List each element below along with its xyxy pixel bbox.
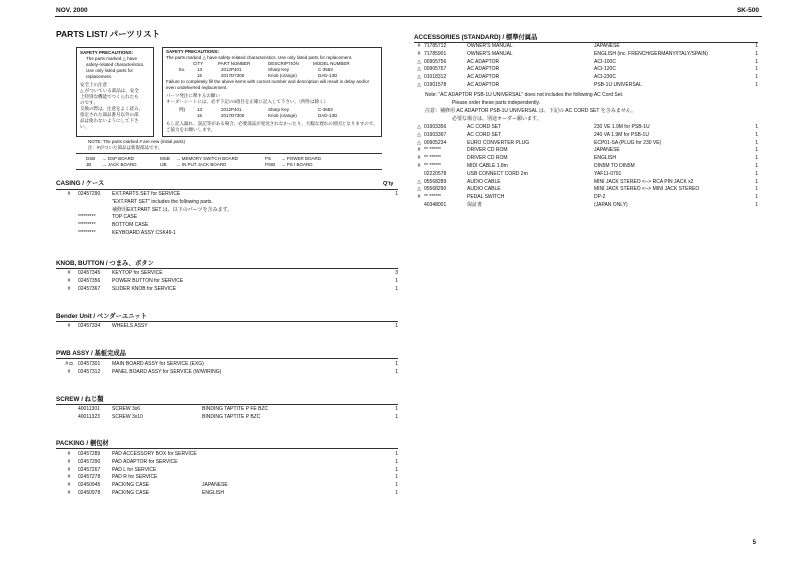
part-remark: 240 VA 1.9M for PSB-1U xyxy=(594,131,649,138)
part-mark: △ xyxy=(417,82,421,88)
pwb-title: PWB ASSY / 基板完成品 xyxy=(56,350,126,357)
table-row xyxy=(414,202,758,210)
table-row xyxy=(414,147,758,155)
part-remark: MINI JACK STEREO <--> RCA PIN JACK x2 xyxy=(594,178,694,185)
part-number: 02450978 xyxy=(78,490,101,496)
screw-title: SCREW / ねじ類 xyxy=(56,396,104,403)
part-number: 02457312 xyxy=(78,368,101,375)
board-1-abbr: MSB xyxy=(160,156,170,161)
part-description: EURO CONVERTER PLUG xyxy=(467,139,530,146)
part-remark: PSB-1U UNIVERSAL xyxy=(594,82,642,88)
part-number: 40011323 xyxy=(78,413,100,420)
part-mark: # xyxy=(417,194,421,201)
part-mark: # xyxy=(417,163,421,169)
table-row xyxy=(64,222,398,230)
part-mark: # xyxy=(67,482,71,489)
part-qty: 1 xyxy=(755,186,758,193)
part-description: 補修用EXT.PART SET は、以下のパーツを含みます。 xyxy=(112,206,233,213)
table-row xyxy=(64,490,398,498)
safety-jp-row1-desc: Knob (orange) xyxy=(268,113,297,118)
part-description: OWNER'S MANUAL xyxy=(467,43,513,49)
part-qty: 1 xyxy=(395,361,398,367)
part-mark: # xyxy=(67,270,71,276)
safety-left-jp-0: 安全上の注意 xyxy=(80,82,107,87)
part-description: MAIN BOARD ASSY for SERVICE (EXG) xyxy=(112,361,204,367)
table-row xyxy=(414,186,758,194)
safety-left-jp-4: 交換の際は、注意をよく読み、 xyxy=(80,106,144,111)
part-remark: ENGLISH (inc. FRENCH/GERMANY/ITALY/SPAIN) xyxy=(594,50,708,57)
table-row xyxy=(414,171,758,179)
part-description: PACKING CASE xyxy=(112,490,150,496)
part-description: PAD L for SERVICE xyxy=(112,466,157,473)
board-2-name: → POWER BOARD xyxy=(281,156,322,161)
part-mark: # xyxy=(67,368,71,375)
part-mark: # xyxy=(67,285,71,292)
part-number: 02220578 xyxy=(424,170,447,177)
part-number: 02457290 xyxy=(78,191,101,197)
part-description: AC ADAPTOR xyxy=(467,58,500,65)
part-qty: 1 xyxy=(395,474,398,481)
part-number: 02457290 xyxy=(78,458,101,465)
table-row xyxy=(64,214,398,222)
part-description: AC ADAPTOR xyxy=(467,82,500,88)
part-number: 71785901 xyxy=(424,50,447,57)
part-remark: (JAPAN ONLY) xyxy=(594,202,628,208)
safety-en-tail-0: Failure to completely fill the above items with correct number and description will result in delay and/or xyxy=(166,79,370,84)
part-description: PANEL BOARD ASSY for SERVICE (W/WIRING) xyxy=(112,368,222,375)
safety-right-en-1: The parts marked △ have safety-related characteristics. Use only listed parts for replacement. xyxy=(166,55,353,60)
safety-jp-tail-1: ご協力をお願いします。 xyxy=(166,127,216,132)
part-description: AC CORD SET xyxy=(467,124,502,130)
board-2-abbr: PS xyxy=(265,156,272,161)
part-number: ** ****** xyxy=(424,155,441,162)
part-number: ********* xyxy=(78,214,96,221)
part-description: TOP CASE xyxy=(112,214,138,221)
qty-header: Q'ty xyxy=(383,181,394,187)
part-remark: 230 VE 1.9M for PSB-1U xyxy=(594,124,650,130)
part-qty: 1 xyxy=(755,147,758,154)
part-description: MIDI CABLE 1.8m xyxy=(467,163,508,169)
safety-row0-pn: 2012P401 xyxy=(221,67,242,72)
part-qty: 1 xyxy=(755,131,758,138)
safety-jp-row0-desc: Sharp Key xyxy=(268,107,290,112)
board-3-name: → JACK BOARD xyxy=(102,162,137,167)
part-mark: # xyxy=(67,323,71,329)
part-number: 40348001 xyxy=(424,202,447,208)
table-row xyxy=(64,286,398,294)
part-qty: 1 xyxy=(395,466,398,473)
part-mark: # xyxy=(417,147,421,154)
part-number: 02457345 xyxy=(78,270,101,276)
part-description: PACKING CASE xyxy=(112,482,150,489)
part-qty: 1 xyxy=(395,482,398,489)
page-number: 5 xyxy=(752,540,756,546)
packing-rule xyxy=(56,448,398,449)
table-row xyxy=(414,59,758,67)
part-description: SCREW 3x10 xyxy=(112,413,143,420)
safety-left-jp-3: のです。 xyxy=(80,100,98,105)
part-number: 00905756 xyxy=(424,58,447,65)
safety-row1-qty: 16 xyxy=(197,73,203,78)
part-number: 01901578 xyxy=(424,82,447,88)
part-description: USB CONNECT CORD 2m xyxy=(467,170,528,177)
knob-title: KNOB, BUTTON / つまみ、ボタン xyxy=(56,260,154,267)
part-remark: DIN5M TO DIN5M xyxy=(594,163,635,169)
safety-left-jp-6: 品は使わないようにして下さ xyxy=(80,118,139,123)
part-mark: # xyxy=(417,43,421,49)
part-description: DRIVER CD ROM xyxy=(467,147,508,154)
part-description: PEDAL SWITCH xyxy=(467,194,505,201)
table-row xyxy=(414,155,758,163)
safety-jp-tail-0: もし記入漏れ、誤記等がある場合、必要部品が発送されなかったり、大幅な遅れの原因となりますので、 xyxy=(166,121,378,126)
header-date: NOV. 2000 xyxy=(56,7,88,14)
part-qty: 1 xyxy=(395,413,398,420)
part-number: ** ****** xyxy=(424,147,441,154)
safety-hdr-model: MODEL NUMBER xyxy=(313,61,350,66)
safety-hdr-desc: DESCRIPTION xyxy=(268,61,299,66)
part-qty: 1 xyxy=(755,50,758,57)
board-1-name: → MEMORY SWITCH BOARD xyxy=(176,156,239,161)
part-description: 保証書 xyxy=(467,202,483,208)
part-qty: 1 xyxy=(755,82,758,88)
safety-row1-pn: 2017D7300 xyxy=(221,73,245,78)
part-qty: 1 xyxy=(755,202,758,208)
safety-jp-1: オーダーシートには、必ず下記の4項目を正確に記入して下さい。（例外は除く） xyxy=(166,99,329,104)
part-remark: BINDING TAPTITE P BZC xyxy=(202,413,261,420)
note-en: NOTE: The parts marked # are new (initial parts) xyxy=(88,139,185,144)
safety-jp-row0-model: C-3583 xyxy=(318,107,333,112)
part-remark: MINI JACK STEREO <--> MINI JACK STEREO xyxy=(594,186,700,193)
part-description: AC ADAPTOR xyxy=(467,74,500,81)
part-mark: △ xyxy=(417,178,421,185)
note-rule xyxy=(76,153,382,154)
part-qty: 1 xyxy=(395,368,398,375)
part-qty: 1 xyxy=(755,155,758,162)
legend-rule xyxy=(76,169,382,170)
part-description: KEYBOARD ASSY CSK49-1 xyxy=(112,230,176,236)
safety-row0-ex: Ex. xyxy=(179,67,186,72)
part-qty: 1 xyxy=(395,277,398,284)
part-number: 02457267 xyxy=(78,466,101,473)
part-remark: ECP01-SA (PLUG for 230 VE) xyxy=(594,139,662,146)
part-qty: 1 xyxy=(755,43,758,49)
board-0-name: → DSP BOARD xyxy=(102,156,135,161)
safety-jp-row1-pn: 2017D7300 xyxy=(221,113,245,118)
table-row xyxy=(64,467,398,475)
part-qty: 1 xyxy=(395,490,398,496)
table-row xyxy=(414,140,758,148)
note-jp: 注：#がついた部品は新規部品です。 xyxy=(88,145,163,150)
table-row xyxy=(414,132,758,140)
casing-rule xyxy=(56,189,398,190)
part-remark: DP-2 xyxy=(594,194,606,201)
part-mark: # xyxy=(67,451,71,457)
part-number: 01018312 xyxy=(424,74,447,81)
part-number: 02450945 xyxy=(78,482,101,489)
safety-left-jp-2: 上特別な機能でつくられたも xyxy=(80,94,139,99)
table-row xyxy=(64,323,398,331)
bender-rule xyxy=(56,321,398,322)
part-description: PAD ADAPTOR for SERVICE xyxy=(112,458,178,465)
table-row xyxy=(64,361,398,369)
packing-title: PACKING / 梱包材 xyxy=(56,440,109,447)
table-row xyxy=(64,199,398,207)
table-row xyxy=(64,414,398,422)
part-number: 00905234 xyxy=(424,139,447,146)
table-row xyxy=(414,179,758,187)
safety-jp-row0-ex: 例) xyxy=(179,107,185,112)
safety-hdr-city: CITY xyxy=(193,61,204,66)
board-0-abbr: DSB xyxy=(86,156,96,161)
part-mark: △ xyxy=(417,124,421,130)
part-number: 71785712 xyxy=(424,43,447,49)
table-row xyxy=(64,474,398,482)
safety-row0-desc: Sharp Key xyxy=(268,67,290,72)
table-row xyxy=(414,163,758,171)
part-number: 02457278 xyxy=(78,474,101,481)
part-number: 05568290 xyxy=(424,186,447,193)
part-number: 02457301 xyxy=(78,361,101,367)
part-number: 02457356 xyxy=(78,277,101,284)
part-mark: # xyxy=(67,474,71,481)
header-rule xyxy=(55,16,762,17)
part-number: ********* xyxy=(78,230,96,236)
part-number: 02457367 xyxy=(78,285,101,292)
safety-left-en-4: replacement. xyxy=(86,74,113,79)
page-title: PARTS LIST/ パーツリスト xyxy=(56,29,161,39)
table-row xyxy=(64,191,398,199)
part-qty: 1 xyxy=(755,58,758,65)
acc-note-1: Please order these parts independently. xyxy=(452,100,541,106)
safety-row1-desc: Knob (orange) xyxy=(268,73,297,78)
part-qty: 1 xyxy=(755,194,758,201)
part-mark: # xyxy=(67,466,71,473)
safety-left-en-1: The parts marked △ have xyxy=(86,56,137,61)
table-row xyxy=(414,74,758,82)
safety-left-en-3: Use only listed parts for xyxy=(86,68,134,73)
part-mark: # ◘ xyxy=(65,361,73,367)
part-remark: JAPANESE xyxy=(202,482,228,489)
part-qty: 1 xyxy=(755,178,758,185)
part-remark: ACI-100C xyxy=(594,58,616,65)
part-remark: JAPANESE xyxy=(594,43,620,49)
table-row xyxy=(414,51,758,59)
part-description: PAD R for SERVICE xyxy=(112,474,158,481)
board-4-abbr: IJB xyxy=(160,162,167,167)
part-qty: 1 xyxy=(755,66,758,73)
part-remark: YAF11-0791 xyxy=(594,170,622,177)
part-remark: BINDING TAPTITE P FE BZC xyxy=(202,406,269,412)
safety-left-jp-7: い。 xyxy=(80,124,89,129)
acc-note-0: Note: "AC ADAPTOR PSB-1U UNIVERSAL" does not includes the following AC Cord Set. xyxy=(425,92,624,98)
table-row xyxy=(64,482,398,490)
part-number: 00905767 xyxy=(424,66,447,73)
safety-jp-0: パーツ発注に関するお願い xyxy=(166,93,220,98)
table-row xyxy=(64,369,398,377)
part-qty: 1 xyxy=(395,406,398,412)
part-mark: # xyxy=(67,277,71,284)
knob-rule xyxy=(56,268,398,269)
part-qty: 1 xyxy=(755,170,758,177)
part-mark: # xyxy=(67,191,71,197)
part-qty: 1 xyxy=(395,323,398,329)
part-description: "EXT.PART SET" includes the following parts. xyxy=(112,198,213,205)
safety-hdr-pn: PART NUMBER xyxy=(218,61,251,66)
table-row xyxy=(64,207,398,215)
safety-jp-row1-qty: 16 xyxy=(197,113,203,118)
part-number: 05568289 xyxy=(424,178,447,185)
safety-right-en-0: SAFETY PRECAUTIONS: xyxy=(166,49,220,54)
safety-box-right xyxy=(162,47,382,137)
acc-note-3: 必要な場合は、別途オーダー願います。 xyxy=(452,116,542,122)
safety-row0-qty: 13 xyxy=(197,67,203,72)
table-row xyxy=(64,270,398,278)
part-description: DRIVER CD ROM xyxy=(467,155,508,162)
part-mark: △ xyxy=(417,186,421,193)
part-description: SLIDER KNOB for SERVICE xyxy=(112,285,177,292)
safety-jp-row1-model: DAD-13D xyxy=(318,113,338,118)
part-mark: # xyxy=(417,155,421,162)
part-mark: # xyxy=(417,50,421,57)
part-qty: 1 xyxy=(395,191,398,197)
board-3-abbr: JB xyxy=(86,162,92,167)
casing-title: CASING / ケース xyxy=(56,180,105,187)
part-description: BOTTOM CASE xyxy=(112,222,149,229)
part-remark: ENGLISH xyxy=(202,490,224,496)
part-remark: ACI-230C xyxy=(594,74,616,81)
board-5-abbr: PSIB xyxy=(265,162,276,167)
part-qty: 1 xyxy=(755,163,758,169)
bender-title: Bender Unit / ベンダーユニット xyxy=(56,313,147,320)
part-mark: △ xyxy=(417,139,421,146)
part-mark: # xyxy=(67,458,71,465)
part-mark: △ xyxy=(417,58,421,65)
part-qty: 1 xyxy=(395,451,398,457)
header-model: SK-500 xyxy=(736,7,759,14)
part-number: ** ****** xyxy=(424,163,441,169)
part-qty: 1 xyxy=(395,285,398,292)
board-5-name: → PS I BOARD xyxy=(281,162,313,167)
part-number: ********* xyxy=(78,222,96,229)
part-description: EXT.PARTS SET for SERVICE xyxy=(112,191,181,197)
table-row xyxy=(64,406,398,414)
safety-left-jp-5: 指定された部品番号以外の部 xyxy=(80,112,139,117)
table-row xyxy=(414,82,758,90)
safety-jp-row0-qty: 13 xyxy=(197,107,203,112)
part-description: AC ADAPTOR xyxy=(467,66,500,73)
table-row xyxy=(414,43,758,51)
part-mark: △ xyxy=(417,74,421,81)
screw-rule xyxy=(56,404,398,405)
part-description: POWER BUTTON for SERVICE xyxy=(112,277,184,284)
safety-jp-row0-pn: 2012P401 xyxy=(221,107,242,112)
part-qty: 1 xyxy=(755,74,758,81)
table-row xyxy=(64,451,398,459)
safety-en-tail-1: even undelivered replacement. xyxy=(166,85,228,90)
part-number: 01903367 xyxy=(424,131,447,138)
safety-left-jp-1: △ がついている部品は、安全 xyxy=(80,88,139,93)
board-4-name: → IN PUT JACK BOARD xyxy=(176,162,227,167)
table-row xyxy=(414,194,758,202)
part-qty: 1 xyxy=(755,124,758,130)
part-description: AUDIO CABLE xyxy=(467,186,501,193)
part-qty: 1 xyxy=(395,458,398,465)
safety-left-en-0: SAFETY PRECAUTIONS: xyxy=(80,50,134,55)
table-row xyxy=(64,459,398,467)
part-qty: 1 xyxy=(755,139,758,146)
acc-note-2: 注意：補修用 AC ADAPTOR PSB-1U UNIVERSAL は、下記の AC CORD SET を含みません。 xyxy=(425,108,637,114)
part-description: AC CORD SET xyxy=(467,131,502,138)
part-qty: 3 xyxy=(395,270,398,276)
part-mark: △ xyxy=(417,131,421,138)
part-number: 02457334 xyxy=(78,323,101,329)
table-row xyxy=(414,124,758,132)
part-description: WHEELS ASSY xyxy=(112,323,148,329)
part-mark: # xyxy=(67,490,71,496)
safety-left-en-2: safety-related characteristics. xyxy=(86,62,145,67)
part-description: KEYTOP for SERVICE xyxy=(112,270,163,276)
part-description: AUDIO CABLE xyxy=(467,178,501,185)
part-remark: ENGLISH xyxy=(594,155,616,162)
safety-row1-model: DAD-13D xyxy=(318,73,338,78)
part-number: 40011301 xyxy=(78,406,100,412)
part-number: ** ****** xyxy=(424,194,441,201)
part-description: PAD ACCESSORY BOX for SERVICE xyxy=(112,451,197,457)
table-row xyxy=(64,230,398,238)
part-remark: ACI-120C xyxy=(594,66,616,73)
pwb-rule xyxy=(56,358,398,359)
part-number: 01903356 xyxy=(424,124,447,130)
safety-row0-model: C-3583 xyxy=(318,67,333,72)
table-row xyxy=(414,66,758,74)
part-number: 02457289 xyxy=(78,451,101,457)
part-mark: △ xyxy=(417,66,421,73)
safety-box-left xyxy=(76,47,154,137)
part-description: OWNER'S MANUAL xyxy=(467,50,513,57)
table-row xyxy=(64,278,398,286)
accessories-title: ACCESSORIES (STANDARD) / 標準付属品 xyxy=(414,34,538,41)
part-description: SCREW 3x6 xyxy=(112,406,141,412)
part-remark: JAPANESE xyxy=(594,147,620,154)
